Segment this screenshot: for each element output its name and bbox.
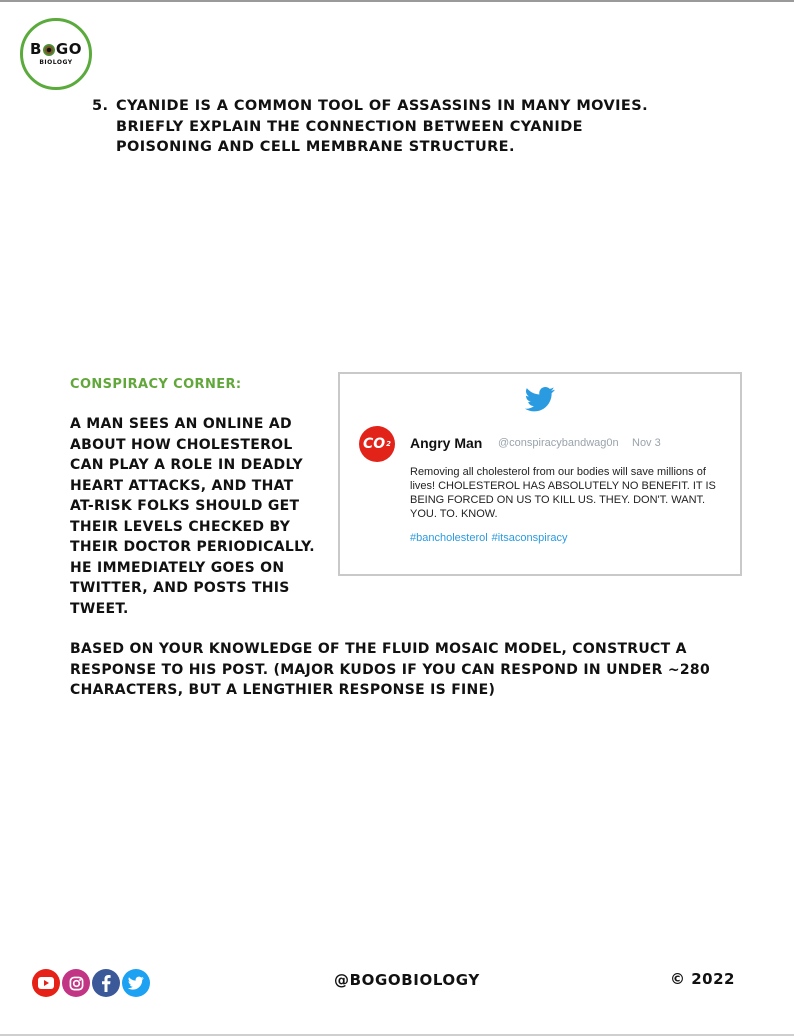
- tweet-text: Removing all cholesterol from our bodies will save millions of lives! CHOLESTEROL HAS ABSOLUTELY NO BENEFIT. IT IS BEING FORCED ON US TO KILL US. THEY. DON'T. WANT. YOU. TO. KNOW.: [410, 466, 716, 520]
- question-5: [92, 96, 692, 158]
- hashtag-link[interactable]: #bancholesterol: [410, 532, 488, 544]
- question-text: CYANIDE IS A COMMON TOOL OF ASSASSINS IN MANY MOVIES. BRIEFLY EXPLAIN THE CONNECTION BETWEEN CYANIDE POISONING AND CELL MEMBRANE STRUCTURE.: [116, 98, 648, 155]
- tweet-hashtags: [410, 532, 572, 544]
- instagram-icon[interactable]: [62, 969, 90, 997]
- footer-handle[interactable]: @BOGOBIOLOGY: [334, 971, 480, 989]
- youtube-icon[interactable]: [32, 969, 60, 997]
- response-prompt: BASED ON YOUR KNOWLEDGE OF THE FLUID MOSAIC MODEL, CONSTRUCT A RESPONSE TO HIS POST. (MAJOR KUDOS IF YOU CAN RESPOND IN UNDER ~280 CHARACTERS, BUT A LENGTHIER RESPONSE IS FINE): [70, 641, 710, 698]
- page-top-border: [0, 0, 794, 2]
- conspiracy-corner-title: CONSPIRACY CORNER:: [70, 377, 242, 392]
- tweet-author-name[interactable]: Angry Man: [410, 435, 483, 451]
- eye-icon: [43, 44, 55, 56]
- copyright-notice: © 2022: [670, 970, 735, 988]
- logo-subtitle: BIOLOGY: [39, 59, 73, 66]
- tweet-author-handle[interactable]: @conspiracybandwag0n: [498, 437, 619, 449]
- conspiracy-scenario-text: A MAN SEES AN ONLINE AD ABOUT HOW CHOLESTEROL CAN PLAY A ROLE IN DEADLY HEART ATTACKS, AND THAT AT-RISK FOLKS SHOULD GET THEIR LEVELS CHECKED BY THEIR DOCTOR PERIODICALLY. HE IMMEDIATELY GOES ON TWITTER, AND POSTS THIS TWEET.: [70, 416, 315, 617]
- bogo-biology-logo: [20, 18, 92, 90]
- logo-wordmark: [30, 42, 82, 57]
- avatar-text: CO: [362, 436, 386, 452]
- hashtag-link[interactable]: #itsaconspiracy: [491, 532, 568, 544]
- logo-text-left: B: [29, 40, 42, 58]
- twitter-icon[interactable]: [122, 969, 150, 997]
- logo-text-right: GO: [55, 40, 82, 58]
- social-icons: [32, 969, 150, 997]
- question-number: 5.: [92, 98, 109, 114]
- tweet-avatar[interactable]: [359, 426, 395, 462]
- facebook-icon[interactable]: [92, 969, 120, 997]
- tweet-date[interactable]: Nov 3: [632, 437, 661, 449]
- tweet-card: [338, 372, 742, 576]
- twitter-bird-icon: [523, 384, 557, 414]
- avatar-subscript: 2: [386, 440, 392, 448]
